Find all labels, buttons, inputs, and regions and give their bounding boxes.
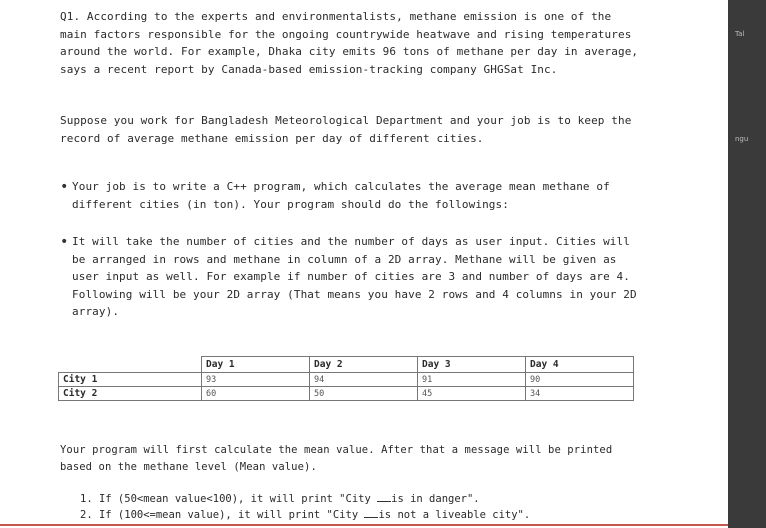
condition-prefix: 1. If (50<mean value<100), it will print "City xyxy=(80,493,378,505)
bullet-icon: • xyxy=(60,179,69,195)
blank-underline xyxy=(364,517,378,518)
table-cell: 94 xyxy=(310,373,418,387)
methane-table xyxy=(58,356,634,401)
condition-prefix: 2. If (100<=mean value), it will print "City xyxy=(80,509,365,521)
table-cell: 45 xyxy=(418,387,526,401)
table-cell: 60 xyxy=(202,387,310,401)
side-panel-label-mid: ngu xyxy=(735,135,749,143)
table-cell: 34 xyxy=(526,387,634,401)
table-header-row xyxy=(59,357,634,373)
table-cell: 50 xyxy=(310,387,418,401)
question-intro: Q1. According to the experts and environmentalists, methane emission is one of the main factors responsible for the ongoing countrywide heatwave and rising temperatures around the world. For example, Dhaka city emits 96 tons of methane per day in average, says a recent report by Canada-based emission-tracking company GHGSat Inc. xyxy=(60,10,645,76)
side-panel xyxy=(728,0,766,528)
side-panel-label-top: Tal xyxy=(735,30,745,38)
condition-item-2 xyxy=(80,508,530,522)
table-header: Day 2 xyxy=(310,357,418,373)
condition-suffix: is not a liveable city". xyxy=(378,509,531,521)
blank-underline xyxy=(377,501,391,502)
bullet-icon: • xyxy=(60,234,69,250)
city-label: City 1 xyxy=(59,373,202,387)
table-corner xyxy=(59,357,202,373)
table-cell: 91 xyxy=(418,373,526,387)
condition-item-1 xyxy=(80,492,480,506)
scenario-paragraph: Suppose you work for Bangladesh Meteorological Department and your job is to keep the record of average methane emission per day of different cities. xyxy=(60,114,639,145)
bullet-item-1: Your job is to write a C++ program, which calculates the average mean methane of different cities (in ton). Your program should do the followings: xyxy=(72,180,617,211)
bullet-item-2: It will take the number of cities and the number of days as user input. Cities will be arranged in rows and methane in column of a 2D array. Methane will be given as user input as well. For example if number of cities are 3 and number of days are 4. Following will be your 2D array (That means you have 2 rows and 4 columns in your 2D array). xyxy=(72,235,644,319)
condition-suffix: is in danger". xyxy=(391,493,480,505)
bottom-divider xyxy=(0,524,766,526)
table-row xyxy=(59,387,634,401)
after-table-paragraph: Your program will first calculate the mean value. After that a message will be printed based on the methane level (Mean value). xyxy=(60,444,619,473)
table-header: Day 3 xyxy=(418,357,526,373)
table-cell: 90 xyxy=(526,373,634,387)
table-row xyxy=(59,373,634,387)
table-cell: 93 xyxy=(202,373,310,387)
city-label: City 2 xyxy=(59,387,202,401)
table-header: Day 1 xyxy=(202,357,310,373)
table-header: Day 4 xyxy=(526,357,634,373)
